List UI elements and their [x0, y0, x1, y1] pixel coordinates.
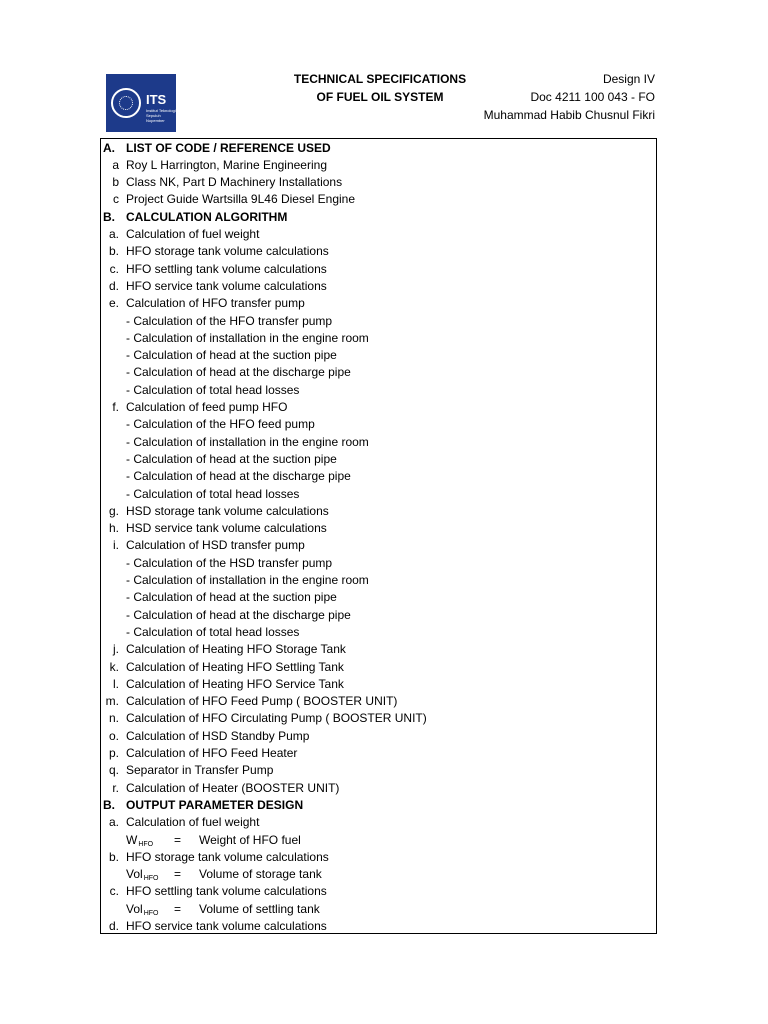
item-text: Calculation of fuel weight — [126, 227, 260, 241]
symbol-subscript: HFO — [143, 909, 159, 917]
symbol-base: W — [126, 832, 138, 847]
list-item — [101, 191, 656, 208]
list-item — [101, 278, 656, 295]
list-item — [101, 589, 656, 606]
parameter-definition: Weight of HFO fuel — [199, 832, 301, 847]
item-label: p. — [108, 746, 119, 760]
list-item — [101, 243, 656, 260]
item-label: a. — [108, 227, 119, 241]
content-box — [100, 138, 657, 934]
logo-text: ITS — [146, 92, 167, 107]
list-item — [101, 641, 656, 658]
section-header — [101, 209, 656, 226]
list-item — [101, 762, 656, 779]
sub-item-text: - Calculation of head at the suction pipe — [126, 590, 337, 605]
item-text: HSD service tank volume calculations — [126, 521, 327, 536]
parameter-definition: Volume of storage tank — [199, 867, 322, 882]
item-label: j. — [113, 642, 119, 657]
item-text: Calculation of HSD transfer pump — [126, 538, 305, 553]
item-text: Calculation of HFO Feed Heater — [126, 746, 298, 760]
item-text: LIST OF CODE / REFERENCE USED — [126, 140, 331, 155]
title-line-2: OF FUEL OIL SYSTEM — [316, 90, 444, 104]
list-item — [101, 745, 656, 762]
list-item — [101, 780, 656, 797]
item-label: a — [112, 157, 119, 172]
item-label: r. — [112, 780, 119, 795]
item-text: Calculation of HFO transfer pump — [126, 296, 305, 311]
item-label: a. — [108, 815, 119, 830]
list-item — [101, 883, 656, 900]
title-line-1: TECHNICAL SPECIFICATIONS — [293, 72, 467, 86]
item-label: c. — [109, 261, 119, 276]
equals-sign: = — [174, 901, 182, 916]
item-label: b. — [108, 849, 119, 864]
item-text: HFO storage tank volume calculations — [126, 849, 329, 864]
sub-item-text: - Calculation of head at the discharge pipe — [126, 469, 351, 484]
item-text: HSD storage tank volume calculations — [126, 503, 329, 518]
meta-author: Muhammad Habib Chusnul Fikri — [483, 108, 655, 122]
section-header — [101, 797, 656, 814]
list-item — [101, 226, 656, 243]
list-item — [101, 849, 656, 866]
item-label: k. — [109, 659, 119, 674]
item-label: g. — [108, 503, 119, 518]
sub-item-text: - Calculation of installation in the engine room — [126, 573, 369, 587]
sub-item-text: - Calculation of head at the discharge pipe — [126, 365, 351, 380]
list-item — [101, 451, 656, 468]
item-label: c. — [109, 884, 119, 899]
item-label: d. — [108, 919, 119, 933]
item-text: CALCULATION ALGORITHM — [126, 209, 288, 224]
sub-item-text: - Calculation of head at the suction pipe — [126, 348, 337, 363]
symbol-base: Vol — [126, 901, 143, 916]
list-item — [101, 918, 656, 935]
item-text: HFO settling tank volume calculations — [126, 884, 327, 899]
item-text: HFO service tank volume calculations — [126, 278, 327, 293]
sub-item-text: - Calculation of total head losses — [126, 624, 300, 639]
meta-doc-number: Doc 4211 100 043 - FO — [530, 90, 655, 104]
item-label: b. — [108, 244, 119, 259]
item-text: Calculation of feed pump HFO — [126, 400, 288, 414]
item-text: Calculation of Heating HFO Settling Tank — [126, 659, 344, 674]
item-text: OUTPUT PARAMETER DESIGN — [126, 797, 304, 812]
item-label: m. — [105, 694, 119, 709]
sub-item-text: - Calculation of head at the discharge pipe — [126, 607, 351, 622]
document-title — [260, 70, 500, 106]
symbol-base: Vol — [126, 867, 143, 882]
list-item — [101, 364, 656, 381]
list-item — [101, 555, 656, 572]
item-label: A. — [103, 140, 115, 155]
item-label: n. — [108, 711, 119, 726]
list-item — [101, 382, 656, 399]
parameter-row — [101, 866, 656, 883]
equals-sign: = — [174, 867, 182, 882]
item-text: HFO service tank volume calculations — [126, 919, 327, 933]
item-label: q. — [108, 763, 119, 778]
list-item — [101, 416, 656, 433]
sub-item-text: - Calculation of the HFO feed pump — [126, 417, 315, 432]
symbol-subscript: HFO — [143, 875, 159, 883]
item-text: Calculation of fuel weight — [126, 815, 260, 830]
list-item — [101, 572, 656, 589]
parameter-definition: Volume of settling tank — [199, 901, 320, 916]
list-item — [101, 261, 656, 278]
sub-item-text: - Calculation of total head losses — [126, 486, 300, 501]
item-text: Roy L Harrington, Marine Engineering — [126, 157, 327, 172]
item-text: HFO settling tank volume calculations — [126, 261, 327, 276]
item-label: B. — [103, 797, 115, 812]
list-item — [101, 728, 656, 745]
list-item — [101, 313, 656, 330]
item-label: o. — [108, 728, 119, 743]
item-text: Class NK, Part D Machinery Installations — [126, 175, 343, 190]
list-item — [101, 434, 656, 451]
item-label: i. — [113, 538, 119, 553]
list-item — [101, 503, 656, 520]
list-item — [101, 607, 656, 624]
symbol-subscript: HFO — [138, 840, 154, 848]
sub-item-text: - Calculation of the HSD transfer pump — [126, 555, 333, 570]
list-item — [101, 399, 656, 416]
sub-item-text: - Calculation of head at the suction pipe — [126, 451, 337, 466]
parameter-row — [101, 901, 656, 918]
item-text: Project Guide Wartsilla 9L46 Diesel Engine — [126, 192, 356, 207]
item-label: f. — [112, 400, 119, 414]
list-item — [101, 174, 656, 191]
sub-item-text: - Calculation of total head losses — [126, 382, 300, 397]
list-item — [101, 693, 656, 710]
its-logo — [106, 74, 176, 132]
list-item — [101, 676, 656, 693]
document-meta — [484, 70, 655, 124]
list-item — [101, 486, 656, 503]
list-item — [101, 537, 656, 554]
list-item — [101, 814, 656, 831]
item-text: Calculation of Heating HFO Storage Tank — [126, 642, 346, 657]
list-item — [101, 468, 656, 485]
item-label: d. — [108, 278, 119, 293]
item-label: h. — [108, 521, 119, 536]
sub-item-text: - Calculation of installation in the engine room — [126, 434, 369, 449]
item-text: Calculation of Heating HFO Service Tank — [126, 676, 344, 691]
item-text: Calculation of Heater (BOOSTER UNIT) — [126, 780, 340, 795]
item-text: Calculation of HSD Standby Pump — [126, 728, 310, 743]
item-label: l. — [113, 676, 119, 691]
list-item — [101, 659, 656, 676]
item-text: Calculation of HFO Circulating Pump ( BOOSTER UNIT) — [126, 711, 427, 726]
item-text: Calculation of HFO Feed Pump ( BOOSTER UNIT) — [126, 694, 398, 709]
list-item — [101, 710, 656, 727]
list-item — [101, 330, 656, 347]
item-label: e. — [108, 296, 119, 311]
document-header — [0, 0, 768, 140]
item-text: Separator in Transfer Pump — [126, 763, 274, 778]
item-label: B. — [103, 209, 115, 224]
sub-item-text: - Calculation of the HFO transfer pump — [126, 313, 333, 328]
list-item — [101, 347, 656, 364]
its-seal-icon — [111, 88, 141, 118]
item-label: b — [112, 175, 119, 190]
item-label: c — [113, 192, 119, 207]
item-text: HFO storage tank volume calculations — [126, 244, 329, 259]
list-item — [101, 624, 656, 641]
meta-design: Design IV — [602, 72, 655, 86]
section-header — [101, 140, 656, 157]
list-item — [101, 295, 656, 312]
equals-sign: = — [174, 832, 182, 847]
logo-subtitle: Institut Teknologi Sepuluh Nopember — [146, 108, 176, 123]
list-item — [101, 520, 656, 537]
parameter-row — [101, 832, 656, 849]
list-item — [101, 157, 656, 174]
sub-item-text: - Calculation of installation in the engine room — [126, 330, 369, 345]
